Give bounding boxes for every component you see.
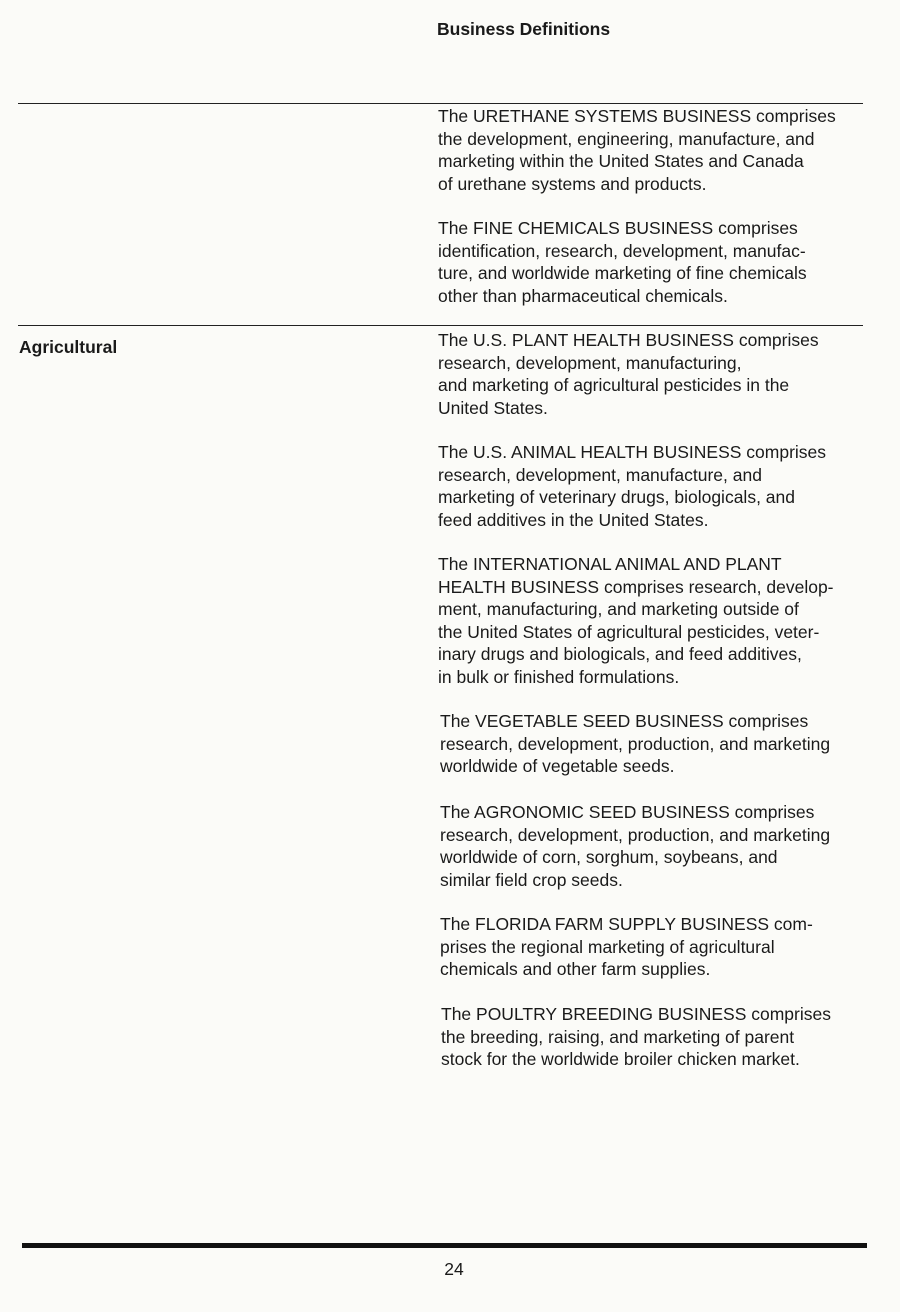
section-divider-agricultural xyxy=(18,325,863,326)
definition-line: chemicals and other farm supplies. xyxy=(440,959,711,979)
definition-line: other than pharmaceutical chemicals. xyxy=(438,285,728,306)
definition-line: HEALTH BUSINESS comprises research, develop- xyxy=(438,576,834,597)
definition-vegetable-seed xyxy=(440,710,880,778)
definition-poultry-breeding xyxy=(441,1003,881,1071)
definition-line: identification, research, development, manufac- xyxy=(438,240,806,261)
section-label-agricultural: Agricultural xyxy=(19,337,118,357)
definition-line: worldwide of vegetable seeds. xyxy=(440,756,675,776)
definition-line: ture, and worldwide marketing of fine chemicals xyxy=(438,263,807,283)
definition-line: in bulk or finished formulations. xyxy=(438,666,680,687)
definition-line: the development, engineering, manufacture, and xyxy=(438,128,815,149)
definition-line: The POULTRY BREEDING BUSINESS comprises xyxy=(441,1004,831,1024)
definition-florida-farm-supply xyxy=(440,913,880,981)
definition-line: feed additives in the United States. xyxy=(438,509,709,530)
definition-line: prises the regional marketing of agricultural xyxy=(440,936,775,957)
definition-line: the breeding, raising, and marketing of parent xyxy=(441,1026,795,1047)
definition-line: marketing of veterinary drugs, biologicals, and xyxy=(438,487,795,507)
definition-fine-chemicals xyxy=(438,217,878,307)
definition-agronomic-seed xyxy=(440,801,880,891)
definition-line: United States. xyxy=(438,397,548,418)
definition-line: ment, manufacturing, and marketing outside of xyxy=(438,599,799,619)
page-number: 24 xyxy=(444,1259,464,1279)
page-title: Business Definitions xyxy=(437,19,611,39)
definition-line: research, development, manufacture, and xyxy=(438,464,762,485)
definition-line: The U.S. ANIMAL HEALTH BUSINESS comprises xyxy=(438,442,827,462)
definition-line: research, development, manufacturing, xyxy=(438,352,742,373)
section-divider-top xyxy=(18,103,863,104)
definition-line: The INTERNATIONAL ANIMAL AND PLANT xyxy=(438,554,782,574)
footer-rule xyxy=(22,1243,867,1248)
definition-line: The URETHANE SYSTEMS BUSINESS comprises xyxy=(438,106,836,126)
definition-line: marketing within the United States and Canada xyxy=(438,151,804,171)
definition-line: of urethane systems and products. xyxy=(438,173,707,194)
definition-line: The VEGETABLE SEED BUSINESS comprises xyxy=(440,711,809,731)
definition-us-animal-health xyxy=(438,441,878,531)
definition-us-plant-health xyxy=(438,329,878,419)
definition-urethane-systems xyxy=(438,105,878,195)
definition-line: The FLORIDA FARM SUPPLY BUSINESS com- xyxy=(440,914,813,934)
definition-line: The FINE CHEMICALS BUSINESS comprises xyxy=(438,218,798,238)
definition-international-animal-plant-health xyxy=(438,553,878,688)
definition-line: The U.S. PLANT HEALTH BUSINESS comprises xyxy=(438,330,819,350)
definition-line: research, development, production, and marketing xyxy=(440,733,831,754)
definition-line: worldwide of corn, sorghum, soybeans, and xyxy=(440,847,778,867)
definition-line: similar field crop seeds. xyxy=(440,869,623,890)
definition-line: and marketing of agricultural pesticides in the xyxy=(438,375,790,395)
definition-line: inary drugs and biologicals, and feed additives, xyxy=(438,644,802,664)
definition-line: The AGRONOMIC SEED BUSINESS comprises xyxy=(440,802,815,822)
definition-line: the United States of agricultural pesticides, veter- xyxy=(438,621,820,642)
definition-line: stock for the worldwide broiler chicken market. xyxy=(441,1049,800,1069)
definition-line: research, development, production, and marketing xyxy=(440,824,831,845)
